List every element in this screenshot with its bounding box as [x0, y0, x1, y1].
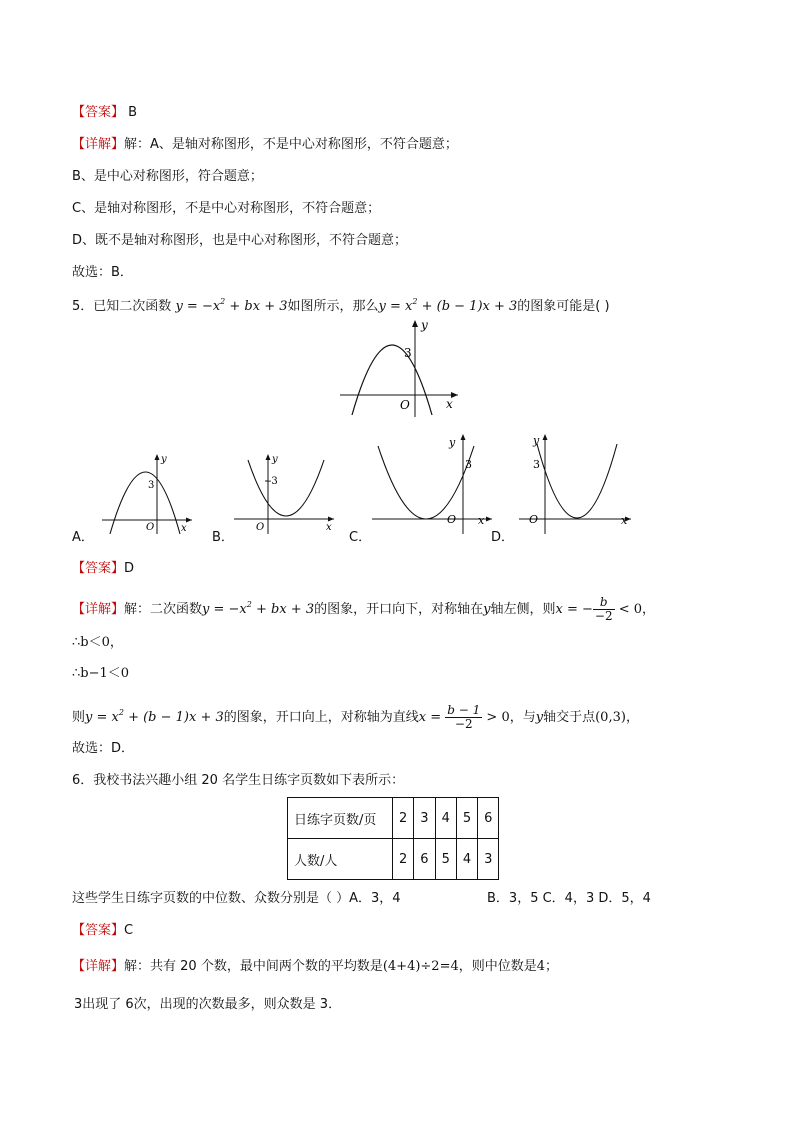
option-b-label: B．	[212, 530, 234, 545]
option-d-origin-label: O	[529, 513, 539, 526]
graph-three-label: 3	[404, 346, 412, 360]
q4-conclusion: 故选：B．	[72, 265, 133, 280]
table-row	[288, 839, 499, 880]
table-header-pages: 日练字页数/页	[288, 798, 393, 839]
q4-detail-line-3: D、既不是轴对称图形，也是中心对称图形，不符合题意；	[72, 233, 408, 248]
q6-options-rest: B．3，5 C．4，3 D．5，4	[487, 891, 651, 906]
option-c-x-label: x	[478, 514, 485, 527]
q4-answer: B	[128, 105, 138, 120]
graph-origin-label: O	[400, 398, 410, 412]
q5-fraction-1: $\frac{b}{-2}$	[594, 595, 613, 623]
q5-detail-b: 的图象，开口向下，对称轴在	[314, 602, 484, 617]
q5-axis-expr: x = −	[555, 602, 593, 617]
q5-func-1: $y = -x^2$ + bx + 3	[175, 297, 288, 314]
q6-detail-a: 解：共有 20 个数，最中间两个数的平均数是	[124, 959, 383, 974]
option-a-label: A．	[72, 530, 94, 545]
option-b-x-label: x	[326, 522, 332, 533]
q5-fraction-2: $\frac{b - 1}{-2}$	[447, 703, 481, 731]
table-cell: 3	[478, 839, 499, 880]
table-cell: 5	[435, 839, 456, 880]
graph-x-label: x	[446, 397, 453, 411]
q5-then-line: 则$y = x^2 + (b - 1)x + 3$的图象，开口向上，对称轴为直线x = $\frac{b - 1}{-2}$ > 0，与y轴交于点(0,3)，	[72, 703, 639, 731]
q6-detail-line	[72, 958, 558, 976]
q5-stem-c: 的图象可能是( )	[517, 299, 610, 314]
answer-tag: 【答案】	[72, 105, 125, 120]
option-c-label: C．	[349, 530, 372, 545]
table-cell: 3	[414, 798, 435, 839]
q5-then-ineq: > 0	[482, 710, 510, 725]
q5-option-a-graph	[92, 452, 197, 537]
q6-median: 4	[536, 959, 546, 974]
q5-then-a: 则	[72, 710, 86, 725]
detail-tag: 【详解】	[72, 959, 125, 974]
table-cell: 5	[456, 798, 477, 839]
q5-then-func: $y = x^2 + (b - 1)x + 3$	[85, 708, 224, 725]
q5-func-2: $y = x^2 + (b - 1)x + 3$	[378, 297, 518, 314]
q5-ineq: < 0，	[614, 602, 656, 617]
q5-answer-line	[72, 560, 134, 578]
q6-stem: 6．我校书法兴趣小组 20 名学生日练字页数如下表所示：	[72, 773, 405, 788]
option-c-y-label: y	[449, 436, 456, 449]
option-a-y-label: y	[161, 454, 167, 465]
q5-then-b: 的图象，开口向上，对称轴为直线	[223, 710, 419, 725]
q5-stem	[72, 298, 610, 316]
detail-tag: 【详解】	[72, 137, 125, 152]
option-d-three-label: 3	[533, 458, 540, 471]
q6-answer-line	[72, 922, 133, 940]
q5-stem-a: 已知二次函数	[93, 299, 172, 314]
q5-therefore-2: ∴b−1＜0	[72, 666, 130, 681]
q6-detail-b: ，则中位数是	[458, 959, 537, 974]
graph-y-label: y	[421, 318, 428, 332]
option-b-y-label: y	[272, 454, 278, 465]
q5-stem-b: 如图所示，那么	[287, 299, 379, 314]
option-c-origin-label: O	[447, 513, 457, 526]
table-cell: 2	[393, 798, 414, 839]
option-b-origin-label: O	[256, 522, 265, 533]
option-d-x-label: x	[621, 514, 628, 527]
table-cell: 4	[456, 839, 477, 880]
option-d-label: D．	[491, 530, 515, 545]
q5-then-y: y	[535, 710, 544, 725]
q5-conclusion: 故选：D．	[72, 741, 135, 756]
q5-then-d: 轴交于点	[543, 710, 596, 725]
option-a-three-label: 3	[148, 480, 155, 491]
q5-y-var: y	[483, 602, 491, 617]
q5-then-x: x =	[418, 710, 446, 725]
q5-detail-line	[72, 596, 655, 623]
q4-detail-line-1: B、是中心对称图形，符合题意；	[72, 169, 263, 184]
answer-tag: 【答案】	[72, 561, 125, 576]
q6-expr: (4+4)÷2=4	[382, 959, 459, 974]
q5-detail-c: 轴左侧，则	[490, 602, 556, 617]
q4-detail-intro: 解：	[124, 137, 151, 152]
detail-tag: 【详解】	[72, 602, 125, 617]
option-a-origin-label: O	[146, 522, 155, 533]
q5-detail-func: $y = -x^2$ + bx + 3	[202, 600, 315, 617]
q5-therefore-1: ∴b＜0，	[72, 635, 123, 650]
q5-option-b-graph	[230, 452, 340, 537]
answer-tag: 【答案】	[72, 923, 125, 938]
option-a-x-label: x	[181, 523, 187, 534]
q5-main-graph	[330, 315, 470, 420]
table-cell: 4	[435, 798, 456, 839]
q6-last-line: 3出现了 6次，出现的次数最多，则众数是 3．	[74, 997, 342, 1012]
q5-option-d-graph	[515, 432, 635, 537]
q5-number: 5．	[72, 299, 94, 314]
option-d-y-label: y	[533, 434, 540, 447]
q6-question	[72, 890, 401, 908]
q6-detail-d: ；	[545, 959, 559, 974]
table-row	[288, 798, 499, 839]
q4-detail-line-2: C、是轴对称图形，不是中心对称图形，不符合题意；	[72, 201, 381, 216]
table-header-people: 人数/人	[288, 839, 393, 880]
q4-answer-line	[72, 104, 137, 122]
q5-point: (0,3)	[595, 710, 626, 725]
q5-option-c-graph	[368, 432, 498, 537]
table-cell: 6	[414, 839, 435, 880]
q5-then-c: ，与	[509, 710, 536, 725]
table-cell: 2	[393, 839, 414, 880]
table-cell: 6	[478, 798, 499, 839]
q5-answer: D	[124, 561, 135, 576]
q6-answer: C	[124, 923, 134, 938]
q4-detail-line-0: A、是轴对称图形，不是中心对称图形，不符合题意；	[150, 137, 458, 152]
q6-table	[287, 797, 499, 880]
q5-detail-a: 解：二次函数	[124, 602, 203, 617]
q4-detail-line	[72, 136, 458, 154]
q6-question-text: 这些学生日练字页数的中位数、众数分别是（ ）A．3，4	[72, 891, 401, 906]
option-b-neg-three-label: -3	[268, 476, 278, 487]
option-c-three-label: 3	[465, 458, 472, 471]
